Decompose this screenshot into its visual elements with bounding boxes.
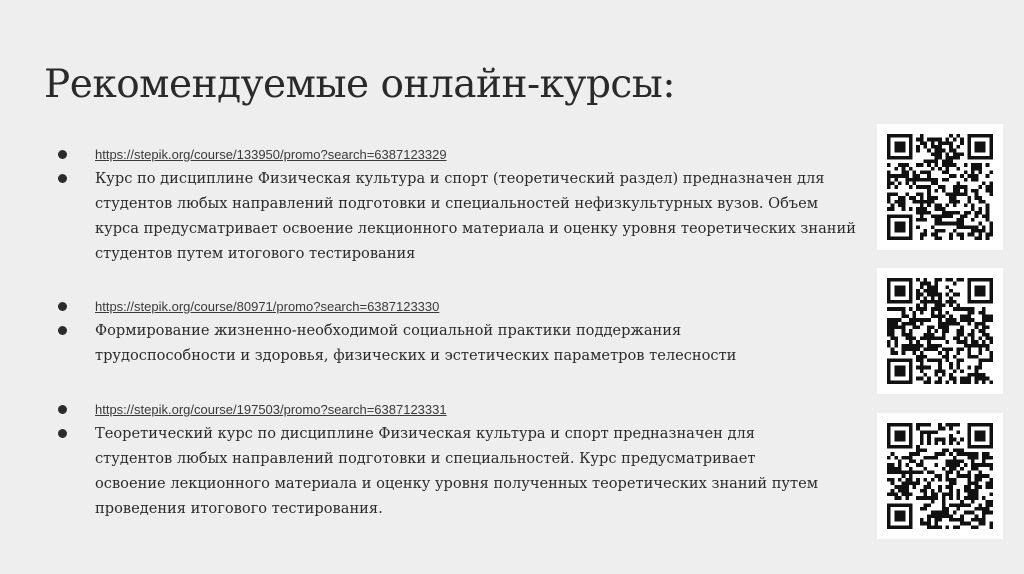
bullet-icon bbox=[58, 429, 67, 438]
course-link-3[interactable]: https://stepik.org/course/197503/promo?search=6387123331 bbox=[95, 402, 447, 417]
bullet-icon bbox=[58, 150, 67, 159]
list-item bbox=[58, 296, 858, 318]
course-description-3: Теоретический курс по дисциплине Физическая культура и спорт предназначен для студентов любых направлений подготовки и специальностей. Курс предусматривает освоение лекционного материала и оценку уровня полученных теоретических знаний путем проведения итогового тестирования. bbox=[95, 425, 819, 517]
bullet-icon bbox=[58, 326, 67, 335]
qr-code-2[interactable] bbox=[877, 268, 1003, 394]
list-item bbox=[58, 421, 858, 521]
bullet-icon bbox=[58, 302, 67, 311]
course-description-2: Формирование жизненно-необходимой социальной практики поддержания трудоспособности и здоровья, физических и эстетических параметров телесности bbox=[95, 322, 737, 364]
course-link-2[interactable]: https://stepik.org/course/80971/promo?search=6387123330 bbox=[95, 299, 440, 314]
course-block-3 bbox=[58, 399, 858, 521]
list-item bbox=[58, 318, 858, 368]
list-item bbox=[58, 399, 858, 421]
qr-code-3[interactable] bbox=[877, 413, 1003, 539]
list-item bbox=[58, 166, 858, 266]
course-description-1: Курс по дисциплине Физическая культура и спорт (теоретический раздел) предназначен для студентов любых направлений подготовки и специальностей нефизкультурных вузов. Объем курса предусматривает освоение лекционного материала и оценку уровня теоретических знаний студентов путем итогового тестирования bbox=[95, 170, 856, 262]
qr-code-icon bbox=[887, 132, 993, 242]
qr-code-icon bbox=[887, 276, 993, 386]
bullet-icon bbox=[58, 174, 67, 183]
list-item bbox=[58, 144, 858, 166]
qr-code-icon bbox=[887, 421, 993, 531]
course-link-1[interactable]: https://stepik.org/course/133950/promo?search=6387123329 bbox=[95, 147, 447, 162]
qr-code-1[interactable] bbox=[877, 124, 1003, 250]
course-block-2 bbox=[58, 296, 858, 368]
course-block-1 bbox=[58, 144, 858, 266]
slide-title: Рекомендуемые онлайн-курсы: bbox=[44, 62, 675, 107]
bullet-icon bbox=[58, 405, 67, 414]
